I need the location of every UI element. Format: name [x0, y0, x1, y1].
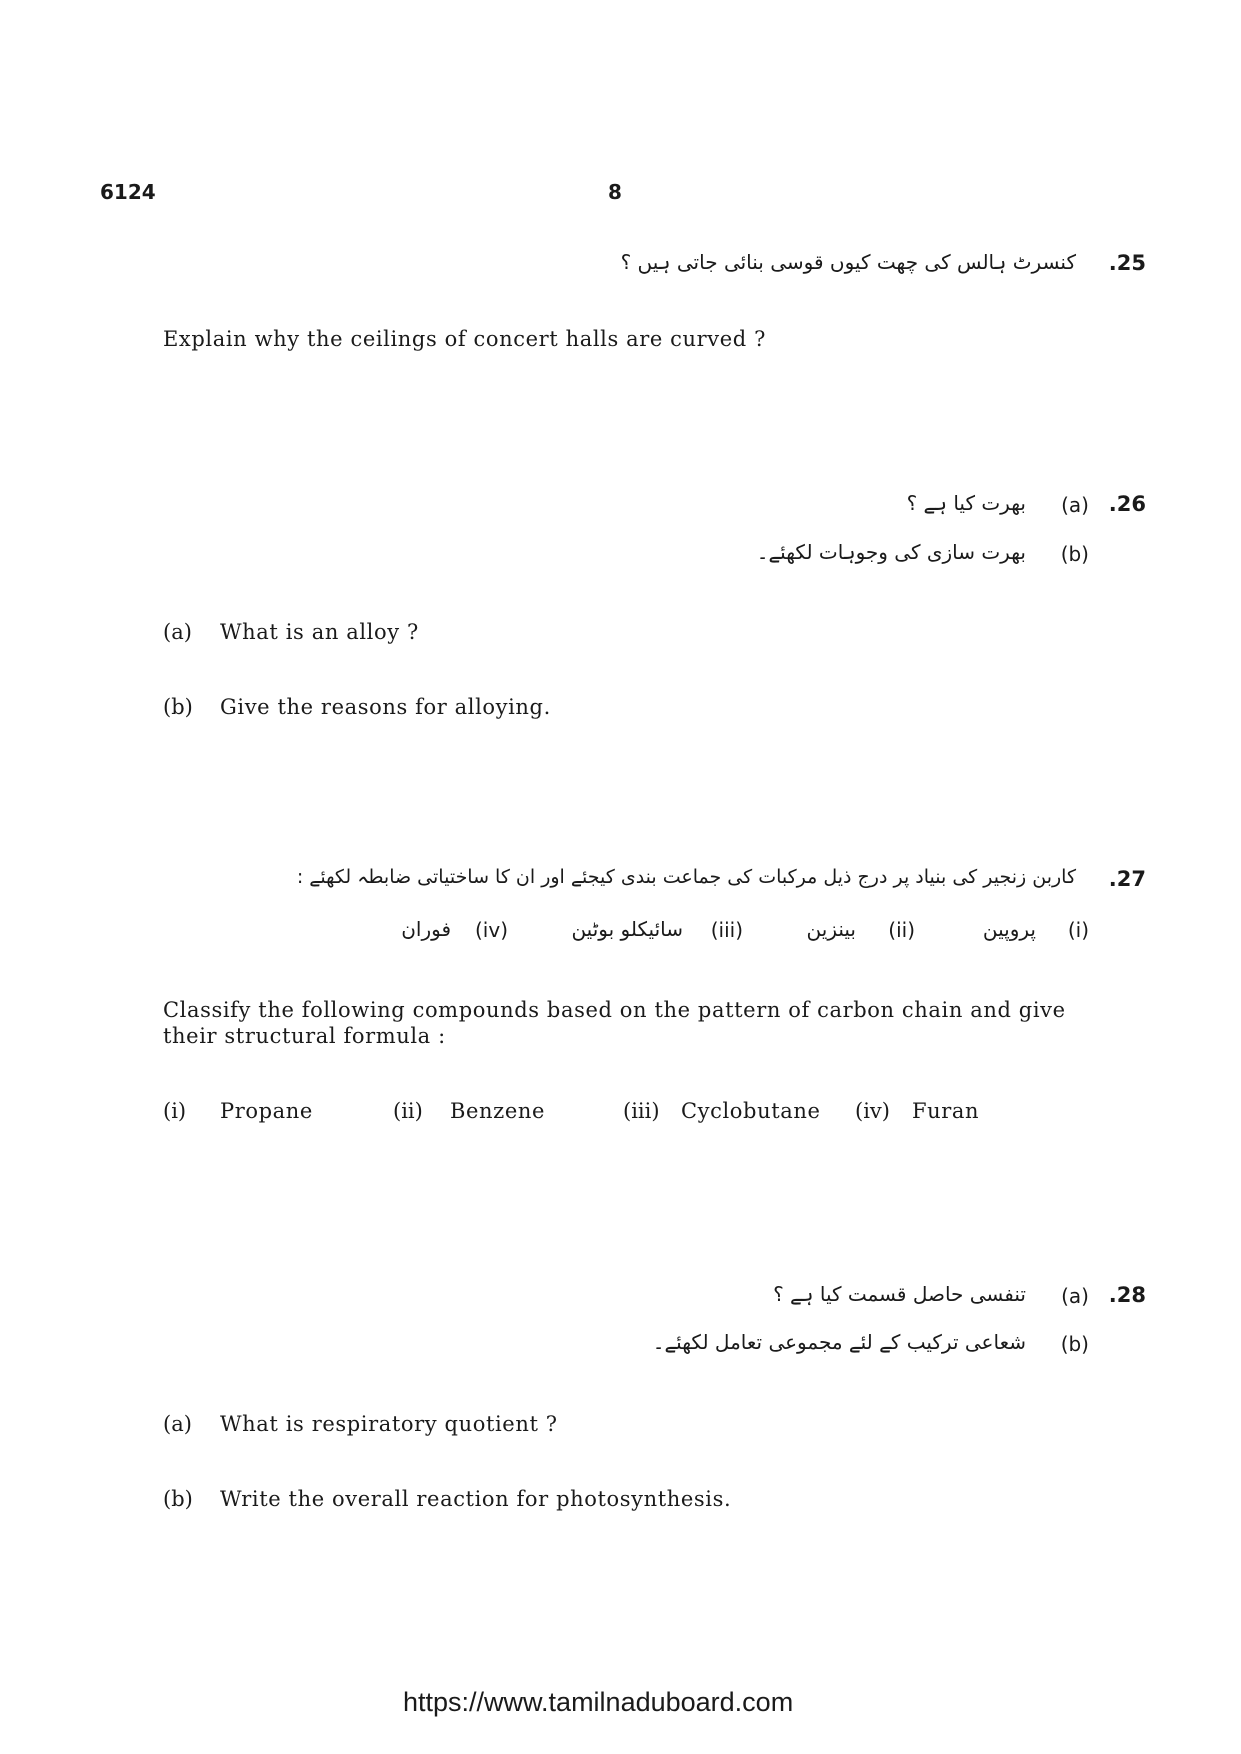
- question-27-urdu-item-4-label: (iv): [475, 918, 508, 942]
- question-26-urdu-a-label: (a): [1061, 493, 1089, 517]
- question-27-urdu-item-1-label: (i): [1067, 918, 1089, 942]
- question-27-english-line-2: their structural formula :: [163, 1024, 446, 1048]
- question-26-b-label: (b): [163, 695, 193, 719]
- question-27-number: .27: [1108, 867, 1146, 891]
- question-27-urdu-item-2-label: (ii): [888, 918, 915, 942]
- question-27-item-4: Furan: [912, 1099, 980, 1123]
- question-25-urdu: کنسرٹ ہالس کی چھت کیوں قوسی بنائی جاتی ہیں ؟: [620, 250, 1076, 274]
- question-27-item-3: Cyclobutane: [681, 1099, 821, 1123]
- question-28-a-text: What is respiratory quotient ?: [220, 1412, 558, 1436]
- paper-code: 6124: [100, 180, 156, 204]
- question-27-item-1-label: (i): [163, 1099, 187, 1123]
- question-28-a-label: (a): [163, 1412, 192, 1436]
- question-28-urdu-b-label: (b): [1060, 1332, 1089, 1356]
- question-26-urdu-b: بھرت سازی کی وجوہات لکھئے۔: [756, 540, 1026, 564]
- question-27-item-4-label: (iv): [855, 1099, 890, 1123]
- question-28-b-text: Write the overall reaction for photosynthesis.: [220, 1487, 732, 1511]
- footer-url[interactable]: https://www.tamilnaduboard.com: [403, 1687, 794, 1717]
- question-26-b-text: Give the reasons for alloying.: [220, 695, 551, 719]
- question-27-item-2: Benzene: [450, 1099, 546, 1123]
- question-28-b-label: (b): [163, 1487, 193, 1511]
- question-27-item-1: Propane: [220, 1099, 313, 1123]
- question-26-a-text: What is an alloy ?: [220, 620, 419, 644]
- question-25-number: .25: [1108, 251, 1146, 275]
- question-26-number: .26: [1108, 492, 1146, 516]
- question-27-urdu-item-1: پروپین: [982, 917, 1036, 941]
- page-number: 8: [608, 180, 622, 204]
- question-27-urdu-item-3-label: (iii): [710, 918, 743, 942]
- question-27-urdu-item-3: سائیکلو بوٹین: [571, 917, 683, 941]
- question-28-urdu-a: تنفسی حاصل قسمت کیا ہے ؟: [773, 1282, 1026, 1306]
- question-27-urdu-item-2: بینزین: [806, 917, 856, 941]
- question-27-item-3-label: (iii): [623, 1099, 660, 1123]
- question-28-urdu-b: شعاعی ترکیب کے لئے مجموعی تعامل لکھئے۔: [652, 1330, 1026, 1354]
- question-28-urdu-a-label: (a): [1061, 1284, 1089, 1308]
- question-26-urdu-b-label: (b): [1060, 542, 1089, 566]
- question-26-urdu-a: بھرت کیا ہے ؟: [906, 491, 1026, 515]
- question-26-a-label: (a): [163, 620, 192, 644]
- question-27-urdu: کاربن زنجیر کی بنیاد پر درج ذیل مرکبات کی جماعت بندی کیجئے اور ان کا ساختیاتی ضابطہ لکھئے :: [296, 866, 1076, 888]
- question-27-english-line-1: Classify the following compounds based on the pattern of carbon chain and give: [163, 998, 1066, 1022]
- question-25-english: Explain why the ceilings of concert halls are curved ?: [163, 327, 766, 351]
- question-27-urdu-item-4: فوران: [401, 917, 451, 941]
- question-28-number: .28: [1108, 1283, 1146, 1307]
- question-27-item-2-label: (ii): [393, 1099, 423, 1123]
